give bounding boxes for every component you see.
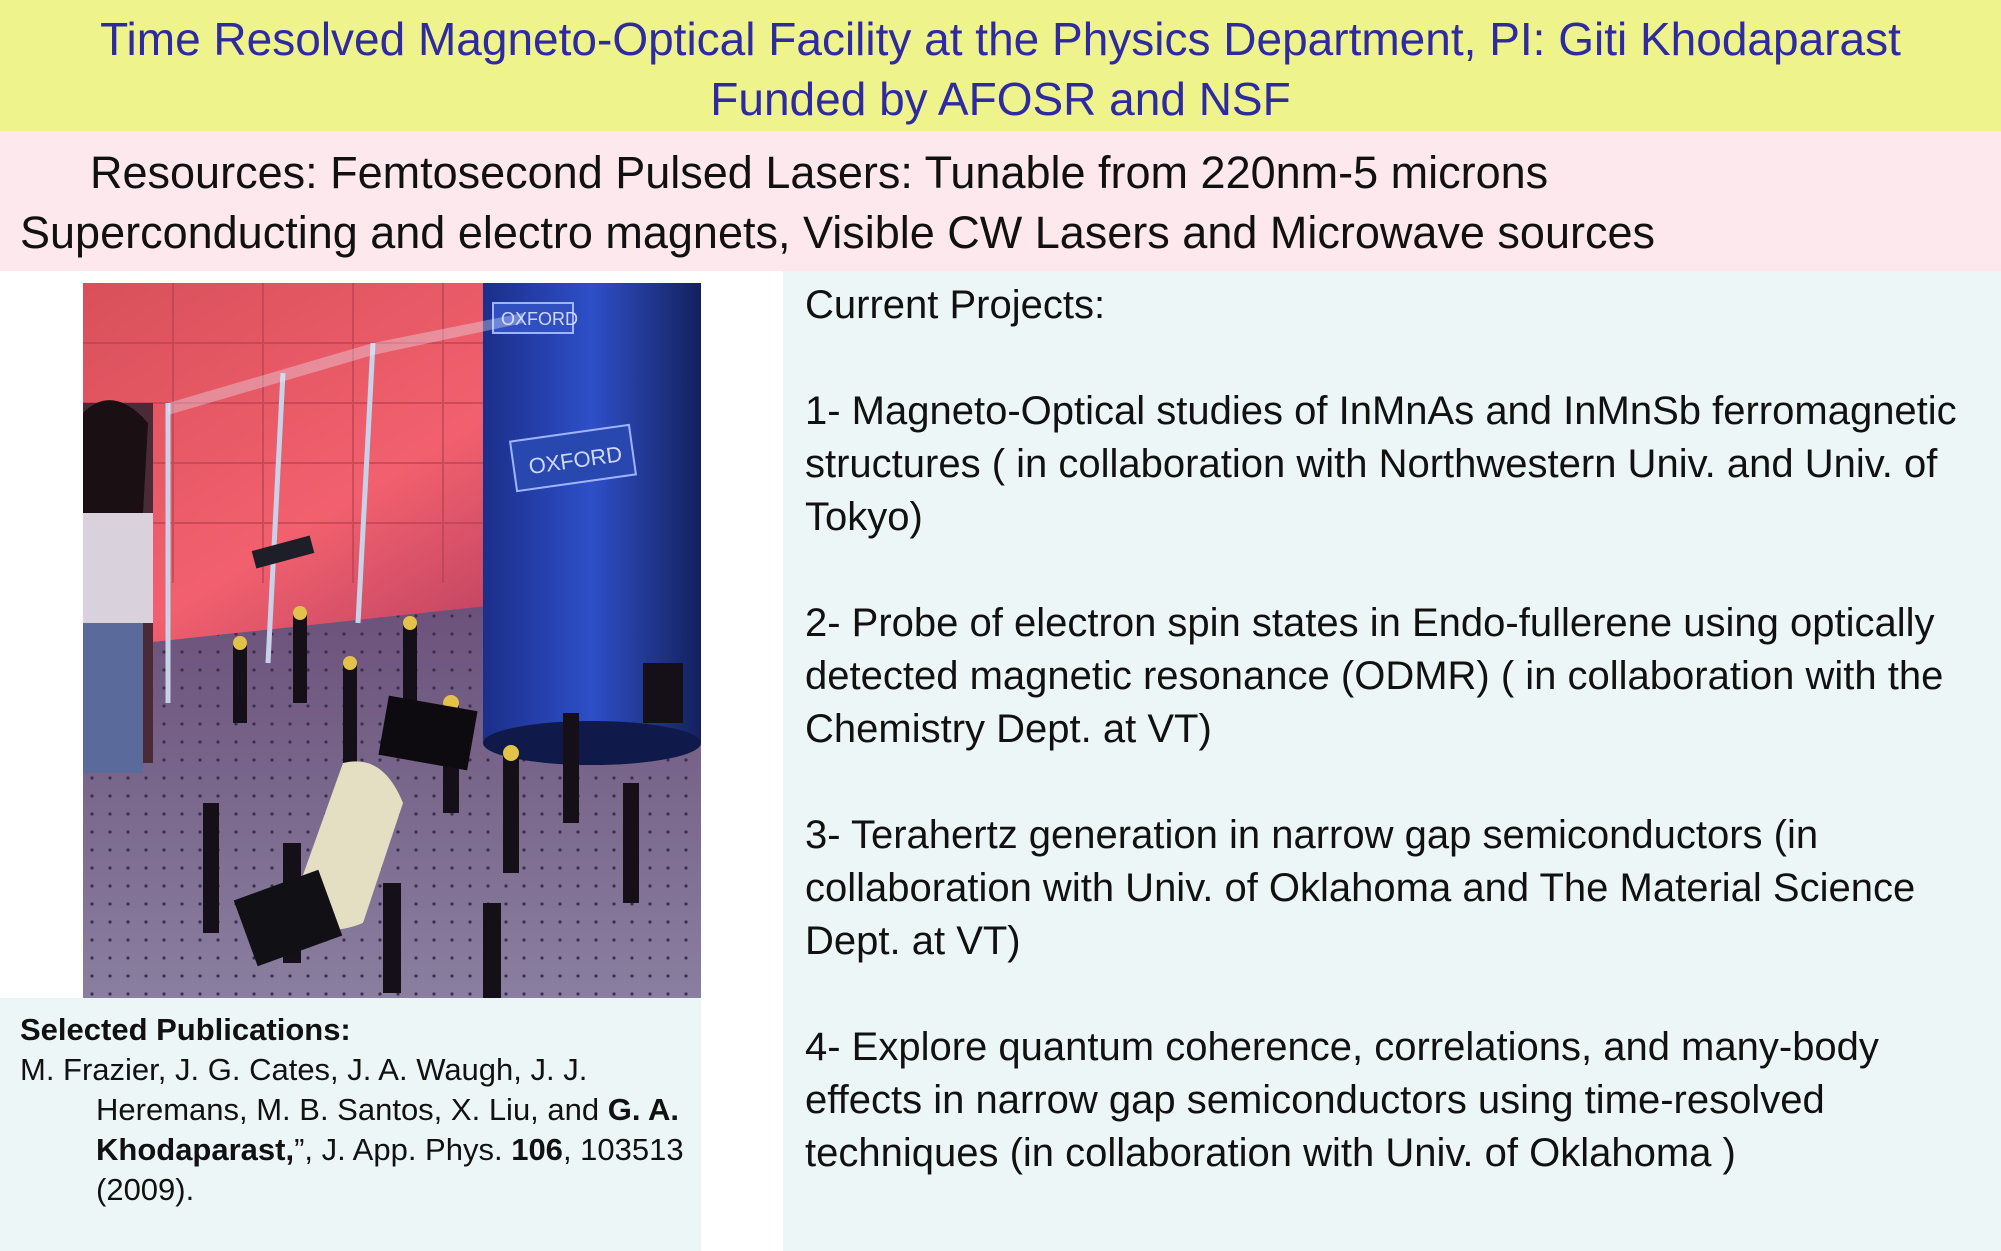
publications-box xyxy=(0,998,701,1251)
title-banner xyxy=(0,0,2001,131)
project-item-2: 2- Probe of electron spin states in Endo-fullerene using optically detected magnetic resonance (ODMR) ( in collaboration with the Chemistry Dept. at VT) xyxy=(805,601,1944,751)
citation-volume: 106 xyxy=(511,1132,563,1167)
publication-citation xyxy=(20,1050,690,1210)
project-item-1: 1- Magneto-Optical studies of InMnAs and InMnSb ferromagnetic structures ( in collaboration with Northwestern Univ. and Univ. of Tokyo) xyxy=(805,389,1957,539)
citation-journal: ”, J. App. Phys. xyxy=(294,1132,512,1167)
citation-authors: M. Frazier, J. G. Cates, J. A. Waugh, J. J. Heremans, M. B. Santos, X. Liu, and xyxy=(20,1052,608,1127)
resources-banner xyxy=(0,131,2001,271)
resources-line-2: Superconducting and electro magnets, Visible CW Lasers and Microwave sources xyxy=(20,207,1655,258)
citation-pi-author: G. A. Khodaparast, xyxy=(96,1092,679,1167)
projects-heading: Current Projects: xyxy=(805,283,1106,327)
resources-line-1: Resources: Femtosecond Pulsed Lasers: Tunable from 220nm-5 microns xyxy=(90,147,1549,198)
project-item-4: 4- Explore quantum coherence, correlations, and many-body effects in narrow gap semiconductors using time-resolved techniques (in collaboration with Univ. of Oklahoma ) xyxy=(805,1025,1879,1175)
publications-heading: Selected Publications: xyxy=(20,1012,351,1047)
projects-box xyxy=(783,271,2001,1251)
photo-label-2: OXFORD xyxy=(527,441,624,480)
photo-label-1: OXFORD xyxy=(501,309,579,329)
project-item-3: 3- Terahertz generation in narrow gap semiconductors (in collaboration with Univ. of Oklahoma and The Material Science Dept. at VT) xyxy=(805,813,1916,963)
lab-photo xyxy=(83,283,701,998)
funding-line: Funded by AFOSR and NSF xyxy=(710,73,1291,125)
citation-pages-year: , 103513 (2009). xyxy=(96,1132,684,1207)
page-title: Time Resolved Magneto-Optical Facility at the Physics Department, PI: Giti Khodaparast xyxy=(100,13,1901,65)
